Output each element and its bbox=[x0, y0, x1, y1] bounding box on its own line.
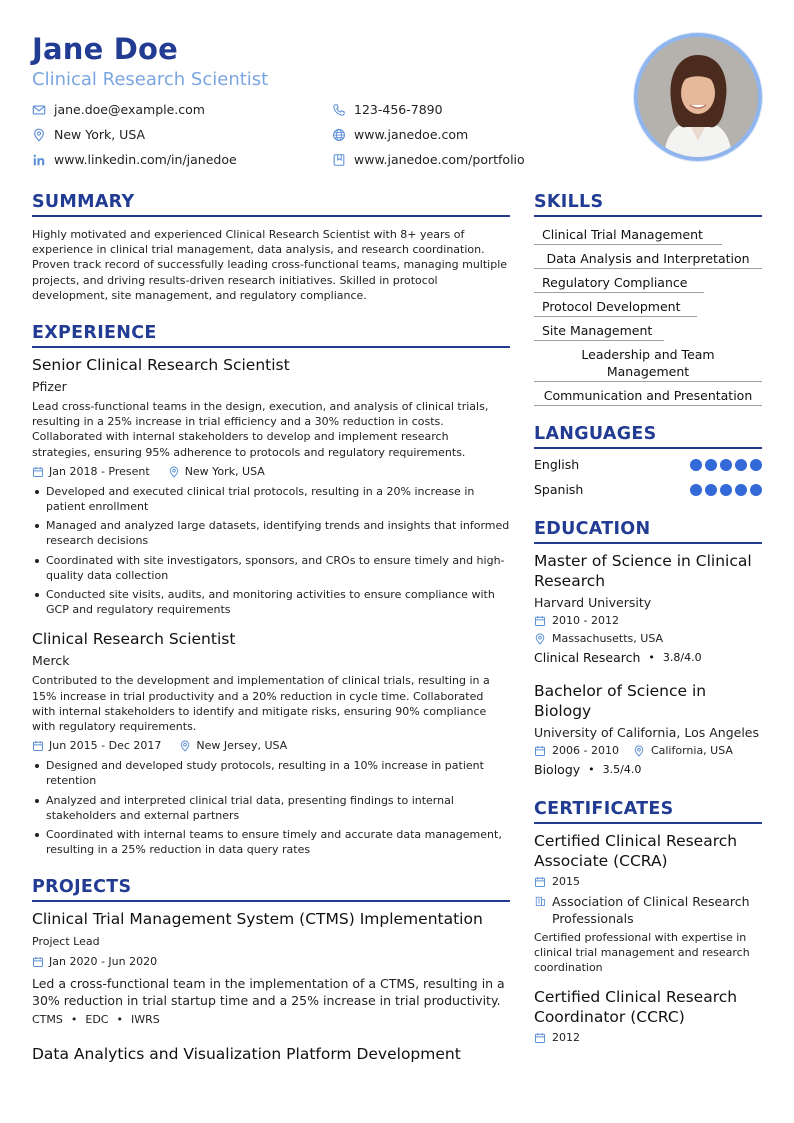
job-meta bbox=[32, 464, 510, 480]
proficiency-dot bbox=[750, 484, 762, 496]
list-item: Analyzed and interpreted clinical trial data, presenting findings to internal stakeholders and external partners bbox=[32, 793, 510, 823]
proficiency-dot bbox=[720, 459, 732, 471]
project-title: Clinical Trial Management System (CTMS) Implementation bbox=[32, 910, 483, 929]
certificate-issuer bbox=[534, 893, 762, 927]
skills-list bbox=[534, 224, 762, 406]
certificate-description: Certified professional with expertise in clinical trial management and research coordination bbox=[534, 931, 750, 974]
education-heading: EDUCATION bbox=[534, 517, 762, 544]
language-row bbox=[534, 480, 762, 499]
calendar-icon bbox=[534, 876, 546, 888]
mail-icon bbox=[32, 103, 46, 117]
proficiency-dot bbox=[690, 484, 702, 496]
project-dates: Jan 2020 - Jun 2020 bbox=[49, 955, 158, 969]
calendar-icon bbox=[32, 466, 44, 478]
list-item: Designed and developed study protocols, resulting in a 10% increase in patient retention bbox=[32, 758, 510, 788]
phone-text: 123-456-7890 bbox=[354, 102, 443, 117]
skill-item: Protocol Development bbox=[534, 296, 697, 317]
globe-icon bbox=[332, 128, 346, 142]
year-text: 2015 bbox=[552, 875, 580, 888]
languages-heading: LANGUAGES bbox=[534, 422, 762, 449]
calendar-icon bbox=[534, 1032, 546, 1044]
right-column bbox=[534, 190, 762, 1046]
tag: EDC bbox=[85, 1013, 109, 1027]
contact-portfolio[interactable] bbox=[332, 150, 632, 169]
website-text: www.janedoe.com bbox=[354, 127, 469, 142]
skill-item: Site Management bbox=[534, 320, 664, 341]
location-pin-icon bbox=[179, 740, 191, 752]
degree-title: Master of Science in Clinical Research bbox=[534, 552, 752, 590]
education-dates bbox=[534, 613, 762, 629]
education-entry bbox=[534, 551, 762, 667]
job-title: Clinical Research Scientist bbox=[32, 630, 236, 649]
language-name: Spanish bbox=[534, 482, 584, 497]
job-dates: Jan 2018 - Present bbox=[49, 464, 150, 478]
skill-item: Clinical Trial Management bbox=[534, 224, 722, 245]
certificate-entry bbox=[534, 831, 762, 975]
list-item: Coordinated with internal teams to ensure timely and accurate data management, resulting in a 25% reduction in data query rates bbox=[32, 827, 510, 857]
field-text: Biology bbox=[534, 762, 581, 777]
calendar-icon bbox=[534, 615, 546, 627]
project-description: Led a cross-functional team in the implementation of a CTMS, resulting in a 30% reduction in trial startup time and a 25% increase in trial productivity. bbox=[32, 976, 505, 1009]
location-pin-icon bbox=[32, 128, 46, 142]
skill-item: Data Analysis and Interpretation bbox=[534, 248, 762, 269]
location-pin-icon bbox=[534, 633, 546, 645]
certificate-year bbox=[534, 874, 762, 890]
proficiency-dots bbox=[687, 459, 762, 471]
contact-website[interactable] bbox=[332, 125, 632, 144]
certificate-year bbox=[534, 1030, 762, 1046]
organization-icon bbox=[534, 895, 546, 907]
job-bullets bbox=[32, 758, 510, 857]
dates-text: 2010 - 2012 bbox=[552, 614, 619, 627]
certificates-heading: CERTIFICATES bbox=[534, 797, 762, 824]
education-meta bbox=[534, 743, 762, 759]
certificate-title: Certified Clinical Research Coordinator (CCRC) bbox=[534, 988, 738, 1026]
proficiency-dot bbox=[705, 459, 717, 471]
degree-title: Bachelor of Science in Biology bbox=[534, 682, 707, 720]
job-description: Contributed to the development and implementation of clinical trials, resulting in a 15% increase in trial productivity and a 20% reduction in cycle time. Collaborated with internal stakeholders to identify and mitigate risks, ensuring 90% compliance with regulatory requirements. bbox=[32, 674, 490, 734]
skill-item: Regulatory Compliance bbox=[534, 272, 704, 293]
job-meta bbox=[32, 738, 510, 754]
education-field: Biology • 3.5/4.0 bbox=[534, 762, 642, 777]
linkedin-icon bbox=[32, 153, 46, 167]
proficiency-dots bbox=[687, 484, 762, 496]
portfolio-text: www.janedoe.com/portfolio bbox=[354, 152, 525, 167]
candidate-name: Jane Doe bbox=[32, 32, 179, 66]
list-item: Coordinated with site investigators, sponsors, and CROs to ensure timely and high-quality data collection bbox=[32, 553, 510, 583]
experience-heading: EXPERIENCE bbox=[32, 321, 510, 348]
calendar-icon bbox=[32, 956, 44, 968]
tag: IWRS bbox=[130, 1013, 160, 1027]
contact-location bbox=[32, 125, 332, 144]
candidate-title: Clinical Research Scientist bbox=[32, 69, 269, 90]
school-name: University of California, Los Angeles bbox=[534, 725, 760, 740]
job-location: New York, USA bbox=[184, 464, 265, 478]
left-column bbox=[32, 190, 510, 1065]
education-location bbox=[534, 631, 762, 647]
proficiency-dot bbox=[750, 459, 762, 471]
list-item: Conducted site visits, audits, and monitoring activities to ensure compliance with GCP and regulatory requirements bbox=[32, 587, 510, 617]
language-row bbox=[534, 455, 762, 474]
contact-email[interactable] bbox=[32, 100, 332, 119]
job-description: Lead cross-functional teams in the design, execution, and analysis of clinical trials, resulting in a 25% increase in trial efficiency and a 30% reduction in costs. Collaborated with internal stakeholders to develop and implement research strategies, ensuring 95% adherence to protocols and regulatory requirements. bbox=[32, 400, 489, 459]
location-text: California, USA bbox=[650, 744, 733, 757]
contact-phone[interactable] bbox=[332, 100, 632, 119]
summary-heading: SUMMARY bbox=[32, 190, 510, 217]
job-title: Senior Clinical Research Scientist bbox=[32, 356, 290, 375]
calendar-icon bbox=[32, 740, 44, 752]
contact-list bbox=[32, 100, 632, 169]
certificate-entry bbox=[534, 987, 762, 1046]
proficiency-dot bbox=[690, 459, 702, 471]
project-title: Data Analytics and Visualization Platform Development bbox=[32, 1045, 461, 1064]
phone-icon bbox=[332, 103, 346, 117]
job-location: New Jersey, USA bbox=[196, 739, 288, 753]
job-company: Pfizer bbox=[32, 379, 67, 395]
issuer-text: Association of Clinical Research Professionals bbox=[552, 894, 750, 926]
project-entry bbox=[32, 909, 510, 1028]
gpa-text: 3.8/4.0 bbox=[662, 651, 702, 664]
proficiency-dot bbox=[705, 484, 717, 496]
skills-heading: SKILLS bbox=[534, 190, 762, 217]
list-item: Managed and analyzed large datasets, identifying trends and insights that informed research decisions bbox=[32, 518, 510, 548]
location-pin-icon bbox=[633, 745, 645, 757]
education-field: Clinical Research • 3.8/4.0 bbox=[534, 650, 702, 665]
project-role: Project Lead bbox=[32, 935, 100, 949]
job-entry bbox=[32, 629, 510, 857]
year-text: 2012 bbox=[552, 1031, 580, 1044]
projects-heading: PROJECTS bbox=[32, 875, 510, 902]
languages-list bbox=[534, 455, 762, 499]
proficiency-dot bbox=[735, 459, 747, 471]
certificate-title: Certified Clinical Research Associate (CCRA) bbox=[534, 832, 738, 870]
proficiency-dot bbox=[720, 484, 732, 496]
skill-item: Leadership and Team Management bbox=[534, 344, 762, 382]
list-item: Developed and executed clinical trial protocols, resulting in a 20% increase in patient enrollment bbox=[32, 484, 510, 514]
job-entry bbox=[32, 355, 510, 617]
email-text: jane.doe@example.com bbox=[54, 102, 205, 117]
dates-text: 2006 - 2010 bbox=[552, 744, 619, 757]
avatar-illustration bbox=[638, 37, 758, 157]
summary-text: Highly motivated and experienced Clinical Research Scientist with 8+ years of experience in clinical trial management, data analysis, and research coordination. Proven track record of successfully leading cross-functional teams, managing multiple projects, and driving results-driven research initiatives. Skilled in protocol development, site management, and regulatory compliance. bbox=[32, 228, 508, 302]
resume-header bbox=[32, 30, 632, 169]
profile-photo bbox=[634, 33, 762, 161]
proficiency-dot bbox=[735, 484, 747, 496]
project-meta bbox=[32, 954, 510, 970]
field-text: Clinical Research bbox=[534, 650, 641, 665]
gpa-text: 3.5/4.0 bbox=[602, 763, 642, 776]
contact-linkedin[interactable] bbox=[32, 150, 332, 169]
education-entry bbox=[534, 681, 762, 779]
location-pin-icon bbox=[168, 466, 180, 478]
linkedin-text: www.linkedin.com/in/janedoe bbox=[54, 152, 237, 167]
portfolio-icon bbox=[332, 153, 346, 167]
project-entry bbox=[32, 1044, 510, 1065]
job-company: Merck bbox=[32, 653, 70, 669]
job-bullets bbox=[32, 484, 510, 618]
job-dates: Jun 2015 - Dec 2017 bbox=[49, 739, 162, 753]
project-tags: CTMS • EDC • IWRS bbox=[32, 1013, 160, 1027]
language-name: English bbox=[534, 457, 580, 472]
school-name: Harvard University bbox=[534, 595, 652, 610]
location-text: Massachusetts, USA bbox=[552, 632, 664, 645]
tag: CTMS bbox=[32, 1013, 63, 1027]
skill-item: Communication and Presentation bbox=[534, 385, 762, 406]
location-text: New York, USA bbox=[54, 127, 146, 142]
calendar-icon bbox=[534, 745, 546, 757]
